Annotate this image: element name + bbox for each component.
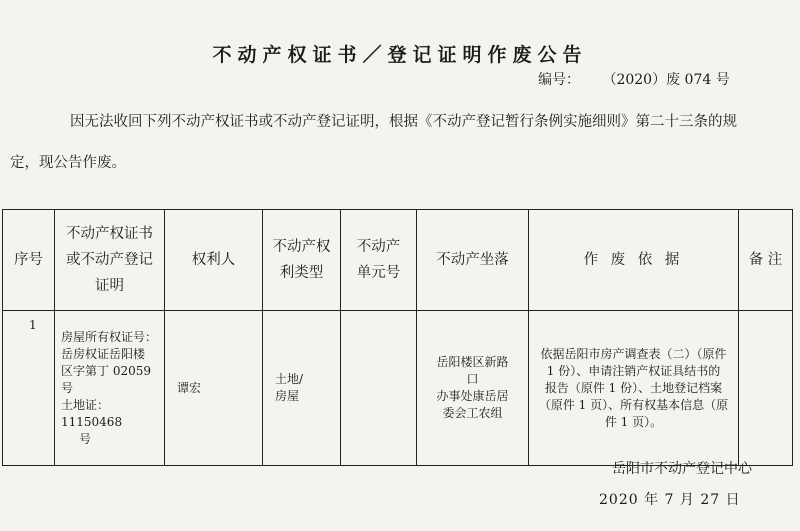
cell-basis-line2: 1 份）、申请注销产权证具结书的 <box>546 363 721 378</box>
header-holder: 权利人 <box>165 210 263 311</box>
document-number-label: 编号： <box>538 72 580 88</box>
cell-basis-line4: （原件 1 页）、所有权基本信息（原 <box>538 397 729 412</box>
header-location: 不动产坐落 <box>417 210 529 311</box>
cell-certificate-line1: 房屋所有权证号： <box>61 329 158 344</box>
cell-certificate-line2: 岳房权证岳阳楼 <box>61 346 146 361</box>
cell-unit-number <box>341 311 417 466</box>
issuing-organization: 岳阳市不动产登记中心 <box>612 461 752 477</box>
issue-date: 2020 年 7 月 27 日 <box>599 492 741 508</box>
cell-location <box>417 311 529 466</box>
cell-basis <box>529 311 739 466</box>
header-seq: 序号 <box>3 210 55 311</box>
cell-right-type-line2: 房屋 <box>275 389 300 403</box>
cell-basis-line3: 报告（原件 1 份）、土地登记档案 <box>544 380 723 395</box>
cell-location-line1: 岳阳楼区新路口 <box>436 355 509 386</box>
cell-location-line3: 委会工农组 <box>442 406 503 420</box>
header-certificate-line3: 证明 <box>95 278 124 294</box>
header-certificate <box>55 210 165 311</box>
document-number <box>538 69 730 89</box>
cell-holder: 谭宏 <box>165 311 263 466</box>
header-unit-line1: 不动产 <box>356 239 401 255</box>
notice-paragraph-line2: 定，现公告作废。 <box>10 155 126 171</box>
cell-seq: 1 <box>3 311 55 466</box>
document-number-value: （2020）废 074 号 <box>602 72 730 88</box>
header-basis: 作 废 依 据 <box>529 210 739 311</box>
table-row <box>3 311 793 466</box>
header-certificate-line1: 不动产权证书 <box>66 226 153 242</box>
notice-title: 不动产权证书／登记证明作废公告 <box>212 44 588 66</box>
cell-certificate-line4: 土地证：11150468 <box>61 397 123 429</box>
cell-certificate-line5: 号 <box>79 431 92 446</box>
cell-basis-line1: 依据岳阳市房产调查表（二）（原件 <box>540 346 727 361</box>
table-header-row <box>3 210 793 311</box>
void-certificate-table <box>2 209 793 466</box>
cell-right-type <box>263 311 341 466</box>
header-unit-number <box>341 210 417 311</box>
header-unit-line2: 单元号 <box>356 265 401 281</box>
header-right-type <box>263 210 341 311</box>
notice-paragraph-line1: 因无法收回下列不动产权证书或不动产登记证明，根据《不动产登记暂行条例实施细则》第二十三条的规 <box>70 114 737 130</box>
cell-location-line2: 办事处康岳居 <box>436 389 509 403</box>
header-right-type-line2: 利类型 <box>279 265 324 281</box>
cell-right-type-line1: 土地/ <box>275 372 304 386</box>
header-certificate-line2: 或不动产登记 <box>66 252 153 268</box>
cell-remark <box>739 311 793 466</box>
cell-certificate-line3: 区字第丁 02059 号 <box>61 363 151 395</box>
header-remark: 备 注 <box>739 210 793 311</box>
header-right-type-line1: 不动产权 <box>272 239 331 255</box>
cell-basis-line5: 件 1 页）。 <box>604 414 663 429</box>
cell-certificate <box>55 311 165 466</box>
